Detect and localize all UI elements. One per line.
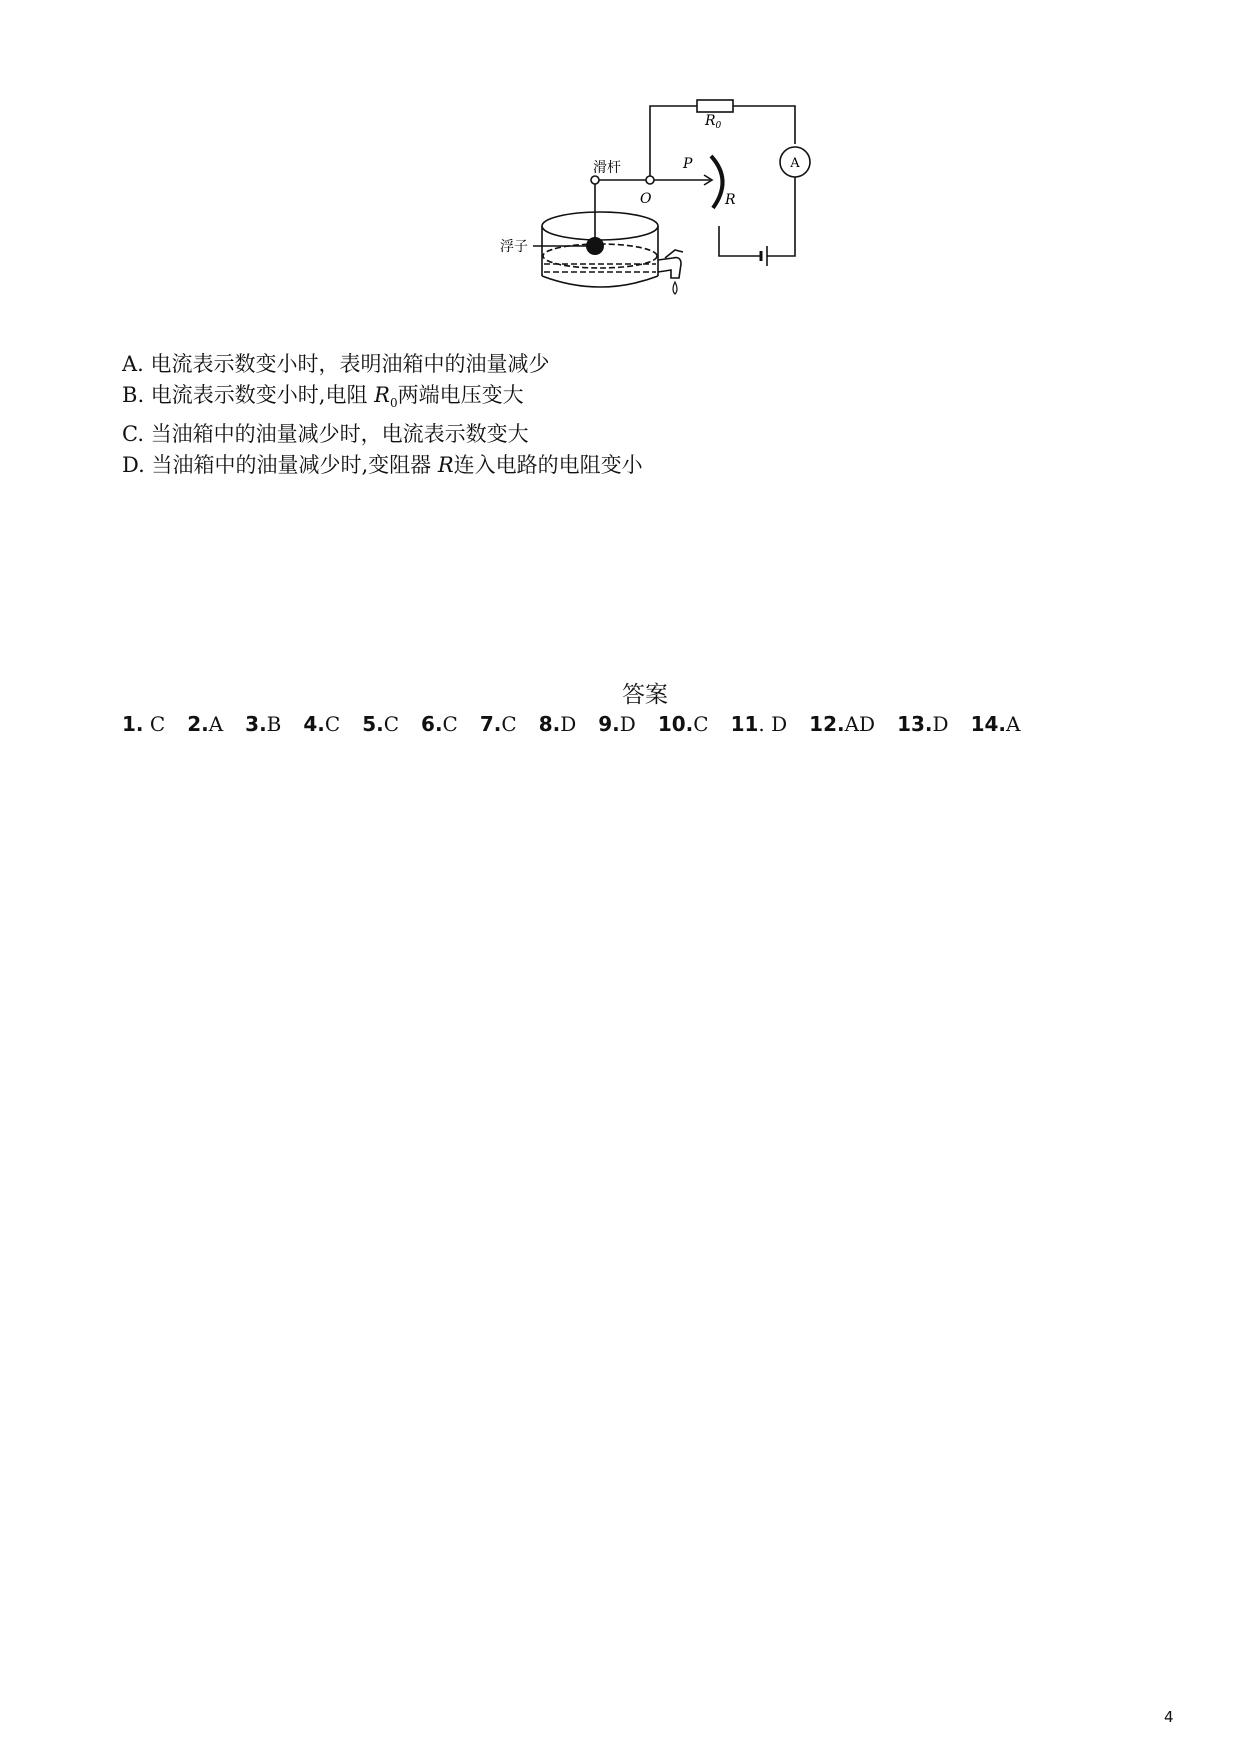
resistor-R0 [697,100,733,112]
option-c: C. 当油箱中的油量减少时，电流表示数变大 [122,422,529,447]
answer-value: D [619,712,636,736]
answer-key [122,712,1020,736]
answer-number: 1. [122,712,144,736]
answer-number: 3. [245,712,267,736]
answer-item [303,712,340,736]
wire-top-right [733,106,795,144]
answer-number: 12. [809,712,845,736]
pivot-left [591,176,599,184]
answer-number: 6. [421,712,443,736]
wire-bottom [719,226,761,256]
answer-item [598,712,636,736]
answer-value: C [383,712,400,736]
answer-item [897,712,948,736]
answer-number: 2. [187,712,209,736]
answer-item [658,712,709,736]
answer-value: B [266,712,282,736]
answer-value: C [442,712,458,736]
wire-right [767,177,795,256]
answer-value: D [932,712,949,736]
tank-top [542,212,658,240]
answer-number: 4. [303,712,325,736]
answer-value: C [501,712,517,736]
label-R: R [725,192,736,208]
option-d: D. 当油箱中的油量减少时,变阻器 R连入电路的电阻变小 [122,453,643,478]
answer-value: AD [844,712,876,736]
answer-item [809,712,875,736]
answer-item [245,712,281,736]
answer-value: C [143,712,166,736]
answer-number: 7. [479,712,502,736]
label-meter: A [790,156,800,171]
answer-value: D [560,712,577,736]
oil-drip [673,282,677,294]
answer-heading: 答案 [622,682,668,708]
answer-item [971,712,1021,736]
answer-item [187,712,223,736]
answer-value: C [324,712,341,736]
float-ball [586,237,604,255]
answer-item [731,712,788,736]
pivot-O [646,176,654,184]
answer-item [122,712,165,736]
answer-item [539,712,577,736]
variable-resistor-R [711,156,723,208]
tank-bottom [542,276,658,287]
label-float: 浮子 [500,239,528,255]
oil-gauge-circuit-diagram [455,80,825,300]
answer-number: 8. [538,712,561,736]
page-number: 4 [1164,1708,1174,1726]
answer-value: . D [758,712,788,736]
option-a: A. 电流表示数变小时，表明油箱中的油量减少 [122,352,550,376]
label-rod: 滑杆 [593,160,621,176]
answer-number: 14. [970,712,1006,736]
answer-options [122,349,643,481]
answer-value: A [1006,712,1021,736]
label-P: P [683,156,693,172]
answer-item [362,712,399,736]
answer-value: A [208,712,224,736]
answer-number: 10. [657,712,694,736]
answer-number: 9. [598,712,620,736]
answer-number: 13. [897,712,933,736]
answer-number: 5. [362,712,384,736]
label-R0: $R_0$ [705,113,722,131]
tap-handle [665,250,683,258]
option-b: B. 电流表示数变小时,电阻 $R_0$两端电压变大 [122,383,524,411]
answer-item [480,712,517,736]
tap [658,258,681,278]
answer-item [421,712,458,736]
answer-value: C [693,712,709,736]
answer-number: 11 [730,712,759,736]
label-O: O [640,191,652,207]
